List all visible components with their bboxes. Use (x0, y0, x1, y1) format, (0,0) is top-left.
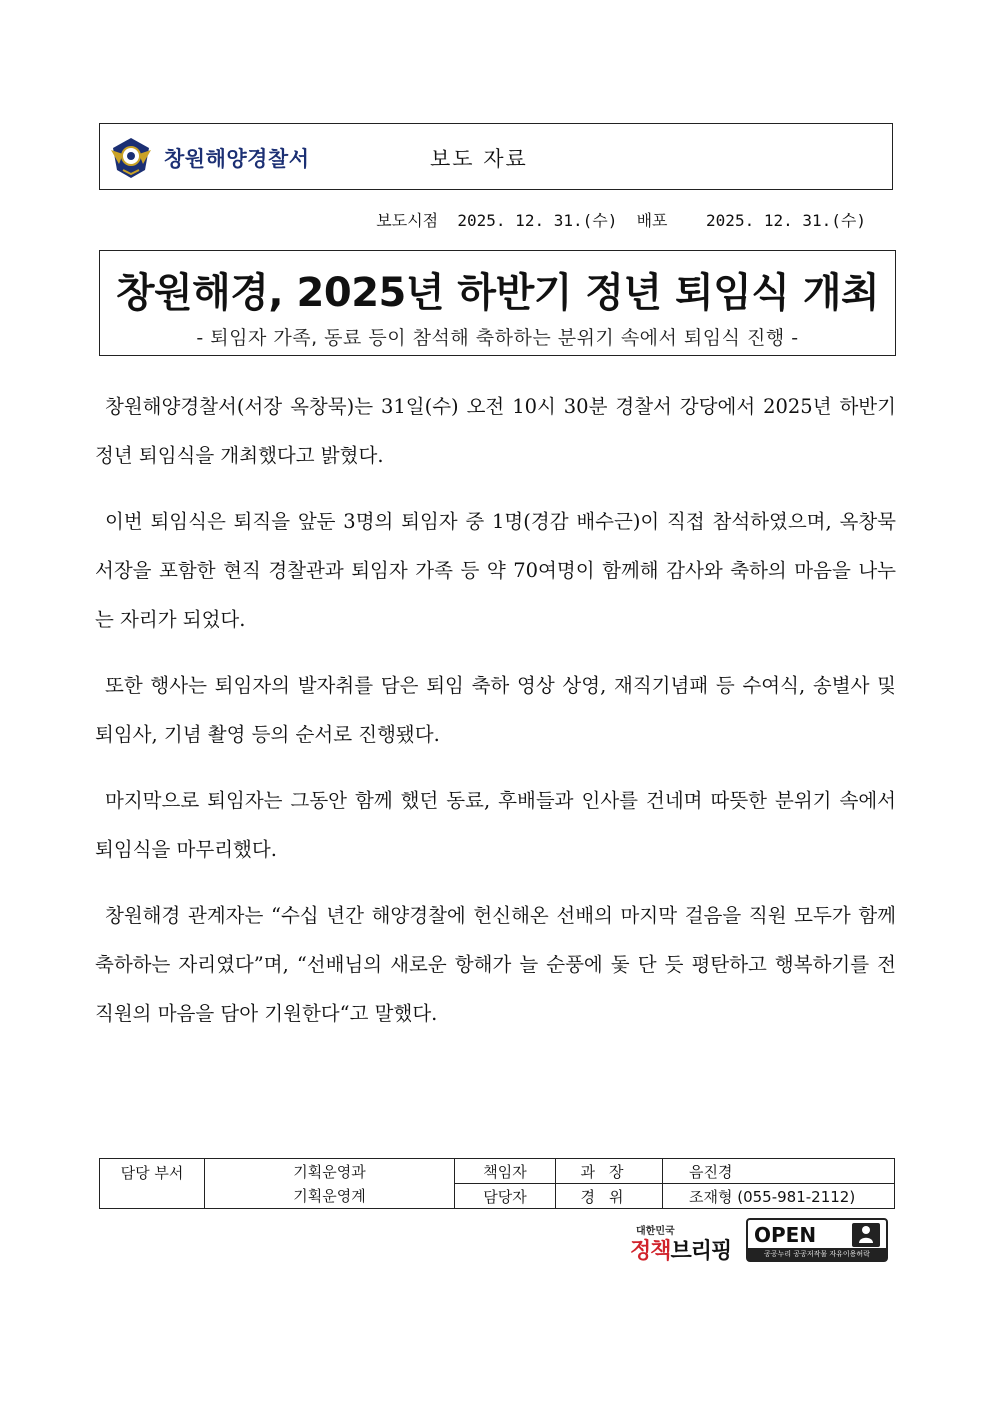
paragraph: 또한 행사는 퇴임자의 발자취를 담은 퇴임 축하 영상 상영, 재직기념패 등 수여식, 송별사 및 퇴임사, 기념 촬영 등의 순서로 진행됐다. (95, 674, 896, 746)
table-row (100, 1159, 895, 1184)
name-cell: 조재형 (055-981-2112) (663, 1184, 895, 1209)
contact-table (99, 1158, 895, 1209)
page-title: 창원해경, 2025년 하반기 정년 퇴임식 개최 (115, 270, 880, 316)
attribution-person-icon (852, 1223, 880, 1247)
coast-guard-emblem-icon (109, 136, 153, 180)
policy-briefing-small-text: 대한민국 (636, 1226, 675, 1237)
dept-name-line1: 기획운영과 (293, 1162, 366, 1181)
rank-cell: 과장 (556, 1159, 663, 1184)
body-text (95, 382, 896, 1055)
policy-briefing-logo (630, 1234, 731, 1265)
title-box (99, 250, 896, 356)
dept-name-line2: 기획운영계 (293, 1186, 366, 1205)
org-name: 창원해양경찰서 (164, 147, 310, 171)
open-word: OPEN (754, 1223, 817, 1247)
role-cell: 책임자 (455, 1159, 556, 1184)
name-cell: 음진경 (663, 1159, 895, 1184)
footer-logos (630, 1218, 890, 1268)
open-caption: 공공누리 공공저작물 자유이용허락 (748, 1248, 886, 1260)
page-subtitle: - 퇴임자 가족, 동료 등이 참석해 축하하는 분위기 속에서 퇴임식 진행 - (196, 327, 799, 349)
policy-briefing-red-text: 정책 (630, 1239, 671, 1264)
header-box (99, 123, 893, 190)
role-cell: 담당자 (455, 1184, 556, 1209)
doc-type-label: 보도 자료 (430, 147, 528, 171)
dept-label-cell: 담당 부서 (100, 1159, 205, 1209)
paragraph: 창원해경 관계자는 “수십 년간 해양경찰에 헌신해온 선배의 마지막 걸음을 직원 모두가 함께 축하하는 자리였다”며, “선배님의 새로운 항해가 늘 순풍에 돛 단 듯 평탄하고 행복하기를 전 직원의 마음을 담아 기원한다“고 말했다. (95, 904, 896, 1025)
kogl-open-badge (746, 1218, 888, 1262)
release-date-line: 보도시점 2025. 12. 31.(수) 배포 2025. 12. 31.(수) (376, 211, 866, 230)
paragraph: 창원해양경찰서(서장 옥창묵)는 31일(수) 오전 10시 30분 경찰서 강당에서 2025년 하반기 정년 퇴임식을 개최했다고 밝혔다. (95, 395, 896, 467)
paragraph: 이번 퇴임식은 퇴직을 앞둔 3명의 퇴임자 중 1명(경감 배수근)이 직접 참석하였으며, 옥창묵 서장을 포함한 현직 경찰관과 퇴임자 가족 등 약 70여명이 함께해 감사와 축하의 마음을 나누는 자리가 되었다. (95, 510, 896, 631)
dept-name-cell (205, 1159, 455, 1209)
paragraph: 마지막으로 퇴임자는 그동안 함께 했던 동료, 후배들과 인사를 건네며 따뜻한 분위기 속에서 퇴임식을 마무리했다. (95, 789, 896, 861)
policy-briefing-black-text: 브리핑 (670, 1239, 732, 1264)
rank-cell: 경위 (556, 1184, 663, 1209)
